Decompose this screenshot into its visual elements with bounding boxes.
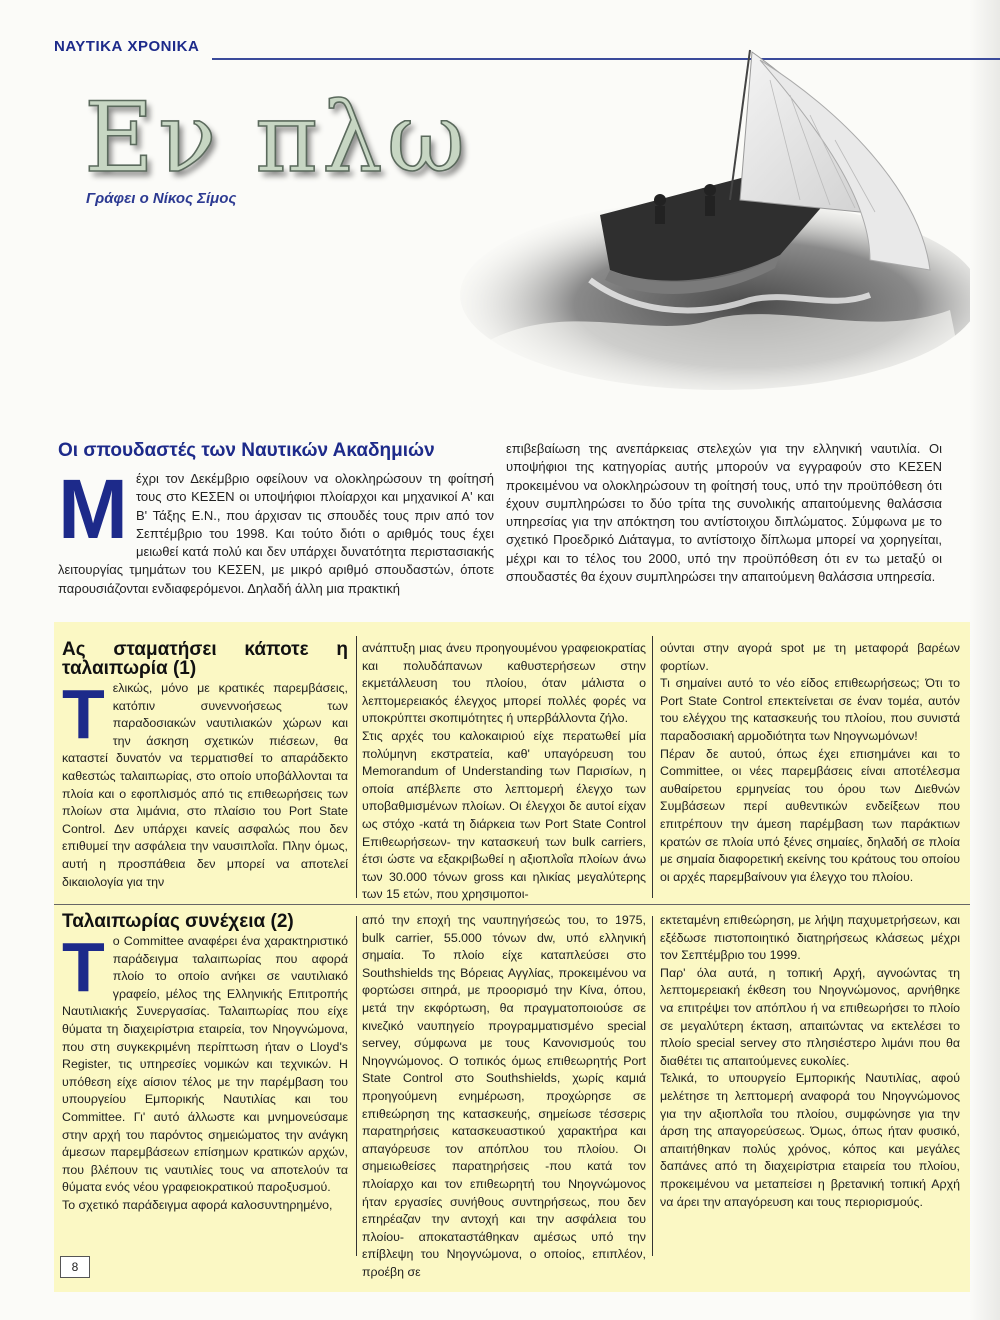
- section2-col3-para: Παρ' όλα αυτά, η τοπική Αρχή, αγνοώντας τη λεπτομερειακή έκθεση του Νηογνώμονος, αρνήθηκε να επιτρέψει τον απόπλου ή να επιθεωρήσει το πλοίο σε μεγαλύτερη έκταση, απαιτώντας να εκτελέσει το πλοίο special servey στο πλησιέστερο λιμάνι που θα διαθέτει τις απαιτούμενες ευκολίες.: [660, 965, 960, 1068]
- lead-column-right: [506, 440, 942, 586]
- section1-col1-text: ελικώς, μόνο με κρατικές παρεμβάσεις, κατόπιν συνεννοήσεως των παραδοσιακών ναυτιλιακών χώρων και την άσκηση σχετικών πιέσεων, θα καταστεί δυνατόν να τερματισθεί το απαράδεκτο καθεστώς ταλαιπωρίας, στο οποίο υποβάλλονται τα πλοία και ο εφοπλισμός από τις επιθεωρήσεις των πλοίων στα λιμάνια, στο πλαίσιο του Port State Control. Δεν υπάρχει κανείς ασφαλώς που δεν επιθυμεί την ασφάλεια την ναυσιπλοΐα. Πλην όμως, αυτή η προσπάθεια δεν μπορεί να αποτελεί δικαιολογία για την: [62, 681, 348, 889]
- section1-heading: Ας σταματήσει κάποτε η ταλαιπωρία (1): [62, 639, 348, 679]
- column-divider: [652, 916, 653, 1256]
- section2-col1-para: ο Committee αναφέρει ένα χαρακτηριστικό παράδειγμα ταλαιπωρίας που αφορά πλοίο το οποίο ανήκει σε ναυτιλιακό γραφείο, μέλος της Ελληνικής Επιτροπής Ναυτιλιακής Συνεργασίας. Ταλαιπωρίας που είχε θύματα τη διαχειρίστρια εταιρεία, τον Νηογνώμονα, που στη συγκεκριμένη περίπτωση ήταν ο Lloyd's Register, τις υπηρεσίες νομικών και τεχνικών. Η υπόθεση είχε αίσιον τέλος με την παρέμβαση του υπουργείου Εμπορικής Ναυτιλίας και του Committee. Γι' αυτό άλλωστε και μνημονεύσαμε στην αρχή του παρόντος σημειώματος την ανάγκη άμεσων παρεμβάσεων επίσημων κρατικών αρχών, που βλέπουν τις ναυτιλίες τους να αποτελούν τα θύματα ενός νέου γραφειοκρατικού παροξυσμού.: [62, 934, 348, 1195]
- section1-column-3: [660, 640, 960, 886]
- section1-col3-para: ούνται στην αγορά spot με τη μεταφορά βαρέων φορτίων.: [660, 641, 960, 673]
- magazine-name: ΝΑΥΤΙΚΑ ΧΡΟΝΙΚΑ: [54, 38, 200, 55]
- section2-heading: Ταλαιπωρίας συνέχεια (2): [62, 911, 294, 932]
- lead-dropcap: Μ: [58, 462, 128, 556]
- section2-col2-para: από την εποχή της ναυπηγήσεώς του, το 1975, bulk carrier, 55.000 τόνων dw, υπό ελληνική σημαία. Το πλοίο είχε καταπλεύσει στο Southshields της Βόρειας Αγγλίας, προκειμένου να φορτώσει σιτηρά, με προορισμό την Κίνα, όπου, μετά την εκφόρτωση, θα πραγματοποιούσε σε κινεζικό ναυπηγείο προγραμματισμένο special servey, σύμφωνα με τους Κανονισμούς του Νηογνώμονος. Ο τοπικός όμως επιθεωρητής Port State Control στο Southshields, χωρίς καμιά προηγούμενη ενημέρωση, προχώρησε σε επιθεώρηση της κατασκευής, σημείωσε τέσσερις παρατηρήσεις κατασκευαστικού χαρακτήρα και απαγόρευσε τον απόπλου του πλοίου. Οι σημειωθείσες παρατηρήσεις -που κατά τον πλοίαρχο και τον επιθεωρητή του Νηογνώμονος ήταν εργασίες συνήθους συντηρήσεως, που δεν επηρέαζαν την αντοχή και την ασφάλεια του πλοίου- αποκαταστάθηκαν αμέσως υπό την επίβλεψη του Νηογνώμονα, ο οποίος, επιπλέον, προέβη σε: [362, 913, 646, 1279]
- section2-dropcap: Τ: [62, 928, 105, 1006]
- lead-column-left: [58, 462, 494, 598]
- section2-col1-para: Το σχετικό παράδειγμα αφορά καλοσυντηρημένο,: [62, 1197, 333, 1212]
- section1-col3-para: Τι σημαίνει αυτό το νέο είδος επιθεωρήσεως; Ότι το Port State Control επεκτείνεται σε έναν τομέα, αυτόν του ελέγχου της κατασκευής του πλοίου, που συνιστά παραδοσιακή αρμοδιότητα των Νηογνωμόνων!: [660, 676, 960, 743]
- lead-text-left: έχρι τον Δεκέμβριο οφείλουν να ολοκληρώσουν τη φοίτησή τους στο ΚΕΣΕΝ οι υποψήφιοι πλοίαρχοι και μηχανικοί Α' και Β' Τάξης Ε.Ν., που άρχισαν τις σπουδές τους πριν από τον Σεπτέμβριο του 1998. Και τούτο διότι ο αριθμός τους έχει μειωθεί κατά πολύ και δεν υπάρχει δυνατότητα περιστασιακής λειτουργίας τμημάτων του ΚΕΣΕΝ, με μικρό αριθμό σπουδαστών, όποτε παρουσιάζονται ενδιαφερόμενοι. Δηλαδή άλλη μια πρακτική: [58, 471, 494, 596]
- section1-col3-para: Πέραν δε αυτού, όπως έχει επισημάνει και το Committee, οι νέες παρεμβάσεις είναι αποτέλεσμα αυθαίρετου ερμηνείας του όρου των Διεθνών Συμβάσεων περί αυθεντικών ενδείξεων που επιτρέπουν την άμεση παρέμβαση των παράκτιων κρατών σε πλοία υπό ξένες σημαίες, δηλαδή σε πλοία με σημαία διαφορετική εκείνης του κράτους του οποίου οι αρχές παρεμβαίνουν για έλεγχο του πλοίου.: [660, 746, 960, 884]
- lead-text-right: επιβεβαίωση της ανεπάρκειας στελεχών για την ελληνική ναυτιλία. Οι υποψήφιοι της κατηγορίας αυτής μπορούν να εγγραφούν στο ΚΕΣΕΝ προκειμένου να ολοκληρώσουν τη φοίτησή τους, υπό την προϋπόθεση ότι έχουν συμπληρώσει το δύο τρίτα της συνολικής απαιτούμενης θαλάσσια υπηρεσίας για την απόκτηση του αντίστοιχου διπλώματος. Σύμφωνα με το σχετικό Προεδρικό Διάταγμα, το αντίστοιχο δίπλωμα μπορεί να χορηγείται, μέχρι και το τέλος του 2000, υπό την προϋπόθεση ότι εν τω μεταξύ οι σπουδαστές θα έχουν συμπληρώσει την απαιτούμενη θαλάσσια υπηρεσία.: [506, 441, 942, 585]
- section2-column-2: [362, 912, 646, 1281]
- section1-column-1: [62, 640, 348, 891]
- section2-column-1: [62, 912, 348, 1215]
- page-number: 8: [60, 1256, 90, 1278]
- page-edge-shadow: [970, 0, 1000, 1320]
- article-byline: Γράφει ο Νίκος Σίμος: [86, 190, 237, 207]
- section1-column-2: [362, 640, 646, 904]
- section2-column-3: [660, 912, 960, 1211]
- section1-dropcap: Τ: [62, 675, 105, 753]
- column-divider: [652, 636, 653, 898]
- column-divider: [356, 636, 357, 898]
- crew-member: [704, 184, 716, 196]
- crew-member: [654, 194, 666, 206]
- section2-col3-para: Τελικά, το υπουργείο Εμπορικής Ναυτιλίας, αφού μελέτησε τη λεπτομερή αναφορά του Νηογνώμονος για την αξιοπλοΐα του πλοίου, συμφώνησε για την άρση της απαγορεύσεως. Όμως, όπως ήταν φυσικό, απαιτήθηκαν πολύς χρόνος, κόπος και μεγάλες δαπάνες από τη διαχειρίστρια εταιρεία του πλοίου, προκειμένου να μεταπείσει η βρετανική τοπική Αρχή να άρει την απαγόρευση και τους περιορισμούς.: [660, 1071, 960, 1209]
- section-separator: [54, 904, 970, 905]
- sailboat-photo: [450, 40, 970, 410]
- article-title: Εν πλω: [84, 82, 470, 194]
- section1-col2-para: ανάπτυξη μιας άνευ προηγουμένου γραφειοκρατίας και πολυδάπανων καθυστερήσεων στην εκμετάλλευση του πλοίου, όταν μάλιστα ο λεπτομερειακός έλεγχος μπορεί πολλές φορές να υποκρύπτει σκοπιμότητες ή υπερβάλλοντα ζήλο.: [362, 641, 646, 726]
- column-divider: [356, 916, 357, 1256]
- section1-col2-para: Στις αρχές του καλοκαιριού είχε περατωθεί μία πολύμηνη εκστρατεία, καθ' υπαγόρευση του Memorandum of Understanding των Παρισίων, η οποία απέβλεπε στο λεπτομερή έλεγχο των υποβαθμισμένων πλοίων. Οι έλεγχοι δε αυτοί είχαν ως στόχο -κατά τη διάρκεια των Port State Control Επιθεωρήσεων- την κατασκευή των bulk carriers, έτσι ώστε να εξακριβωθεί η αξιοπλοΐα πλοίων άνω των 30.000 τόνων gross και ηλικίας μεγαλύτερης των 15 ετών, που χρησιμοποι-: [362, 728, 646, 902]
- section2-col3-para: εκτεταμένη επιθεώρηση, με λήψη παχυμετρήσεων, και εξέδωσε πιστοποιητικό διατηρήσεως κλάσεως μέχρι τον Σεπτέμβριο του 1999.: [660, 913, 960, 963]
- lead-heading: Οι σπουδαστές των Ναυτικών Ακαδημιών: [58, 440, 435, 461]
